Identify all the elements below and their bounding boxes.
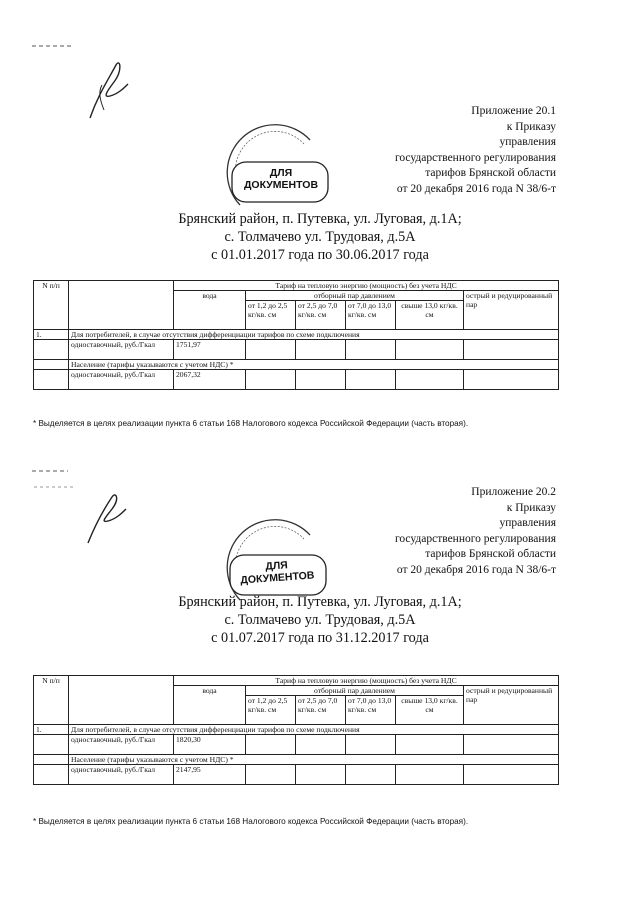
appendix-header	[395, 104, 556, 197]
row-population: Население (тарифы указываются с учетом НДС) *	[69, 755, 559, 765]
cell-empty	[34, 370, 69, 390]
cell-empty	[396, 735, 464, 755]
cell-empty	[396, 765, 464, 785]
appendix-line: Приложение 20.1	[471, 105, 556, 117]
cell-empty	[296, 340, 346, 360]
header-sharp-steam: острый и редуцированный пар	[464, 291, 559, 330]
header-sharp-steam: острый и редуцированный пар	[464, 686, 559, 725]
appendix-line: к Приказу	[506, 120, 556, 133]
header-water: вода	[174, 291, 246, 330]
cell-empty	[464, 370, 559, 390]
row-rate-value: 1820,30	[174, 735, 246, 755]
header-blank	[69, 281, 174, 330]
cell-empty	[34, 765, 69, 785]
appendix-line: государственного регулирования	[394, 151, 556, 164]
cell-empty	[346, 765, 396, 785]
cell-empty	[396, 340, 464, 360]
appendix-header	[395, 485, 556, 578]
header-pressure-4: свыше 13,0 кг/кв. см	[396, 696, 464, 725]
appendix-line: управления	[499, 136, 556, 148]
row-population: Население (тарифы указываются с учетом НДС) *	[69, 360, 559, 370]
header-pressure-4: свыше 13,0 кг/кв. см	[396, 301, 464, 330]
row-rate-value: 2147,95	[174, 765, 246, 785]
header-tariff: Тариф на тепловую энергию (мощность) без учета НДС	[174, 281, 559, 291]
cell-empty	[464, 765, 559, 785]
address-line: с. Толмачево ул. Трудовая, д.5А	[224, 229, 416, 245]
cell-empty	[296, 370, 346, 390]
tariff-table	[33, 675, 559, 785]
cell-empty	[296, 765, 346, 785]
header-num: N п/п	[34, 676, 69, 725]
header-pressure-2: от 2,5 до 7,0 кг/кв. см	[296, 696, 346, 725]
appendix-line: Приложение 20.2	[471, 486, 556, 498]
cell-empty	[346, 370, 396, 390]
appendix-line: от 20 декабря 2016 года N 38/6-т	[396, 182, 556, 195]
address-line: Брянский район, п. Путевка, ул. Луговая, д.1А;	[178, 211, 462, 227]
cell-empty	[346, 735, 396, 755]
header-steam: отборный пар давлением	[246, 686, 464, 696]
appendix-line: государственного регулирования	[394, 532, 556, 545]
row-rate-value: 2067,32	[174, 370, 246, 390]
address-block	[0, 210, 640, 264]
cell-empty	[246, 370, 296, 390]
cell-empty	[246, 340, 296, 360]
signature-mark	[28, 40, 138, 120]
cell-empty	[34, 360, 69, 370]
footnote: * Выделяется в целях реализации пункта 6 статьи 168 Налогового кодекса Российской Федерации (часть вторая).	[33, 419, 469, 428]
header-pressure-3: от 7,0 до 13,0 кг/кв. см	[346, 301, 396, 330]
stamp-label: ДЛЯ ДОКУМЕНТОВ	[243, 167, 319, 191]
cell-empty	[464, 735, 559, 755]
header-steam: отборный пар давлением	[246, 291, 464, 301]
header-pressure-3: от 7,0 до 13,0 кг/кв. см	[346, 696, 396, 725]
footnote: * Выделяется в целях реализации пункта 6 статьи 168 Налогового кодекса Российской Федерации (часть вторая).	[33, 817, 469, 826]
row-consumers: Для потребителей, в случае отсутствия дифференциации тарифов по схеме подключения	[69, 725, 559, 735]
row-consumers: Для потребителей, в случае отсутствия дифференциации тарифов по схеме подключения	[69, 330, 559, 340]
row-rate-label: одноставочный, руб./Гкал	[69, 370, 174, 390]
appendix-line: от 20 декабря 2016 года N 38/6-т	[396, 563, 556, 576]
row-rate-label: одноставочный, руб./Гкал	[69, 765, 174, 785]
cell-empty	[34, 735, 69, 755]
cell-empty	[34, 755, 69, 765]
header-pressure-2: от 2,5 до 7,0 кг/кв. см	[296, 301, 346, 330]
stamp-label: ДЛЯ ДОКУМЕНТОВ	[240, 559, 315, 587]
row-num: 1.	[34, 725, 69, 735]
appendix-line: управления	[499, 517, 556, 529]
cell-empty	[34, 340, 69, 360]
header-tariff: Тариф на тепловую энергию (мощность) без учета НДС	[174, 676, 559, 686]
period-line: с 01.07.2017 года по 31.12.2017 года	[211, 630, 429, 646]
header-water: вода	[174, 686, 246, 725]
cell-empty	[346, 340, 396, 360]
address-line: Брянский район, п. Путевка, ул. Луговая, д.1А;	[178, 594, 462, 610]
appendix-line: к Приказу	[506, 501, 556, 514]
header-num: N п/п	[34, 281, 69, 330]
appendix-line: тарифов Брянской области	[425, 548, 556, 560]
row-num: 1.	[34, 330, 69, 340]
appendix-section-2	[0, 460, 640, 905]
cell-empty	[246, 735, 296, 755]
header-blank	[69, 676, 174, 725]
appendix-line: тарифов Брянской области	[425, 167, 556, 179]
address-line: с. Толмачево ул. Трудовая, д.5А	[224, 612, 416, 628]
period-line: с 01.01.2017 года по 30.06.2017 года	[211, 247, 429, 263]
signature-mark	[28, 465, 138, 545]
row-rate-value: 1751,97	[174, 340, 246, 360]
cell-empty	[396, 370, 464, 390]
address-block	[0, 593, 640, 647]
row-rate-label: одноставочный, руб./Гкал	[69, 735, 174, 755]
header-pressure-1: от 1,2 до 2,5 кг/кв. см	[246, 696, 296, 725]
cell-empty	[246, 765, 296, 785]
tariff-table	[33, 280, 559, 390]
row-rate-label: одноставочный, руб./Гкал	[69, 340, 174, 360]
cell-empty	[296, 735, 346, 755]
cell-empty	[464, 340, 559, 360]
header-pressure-1: от 1,2 до 2,5 кг/кв. см	[246, 301, 296, 330]
